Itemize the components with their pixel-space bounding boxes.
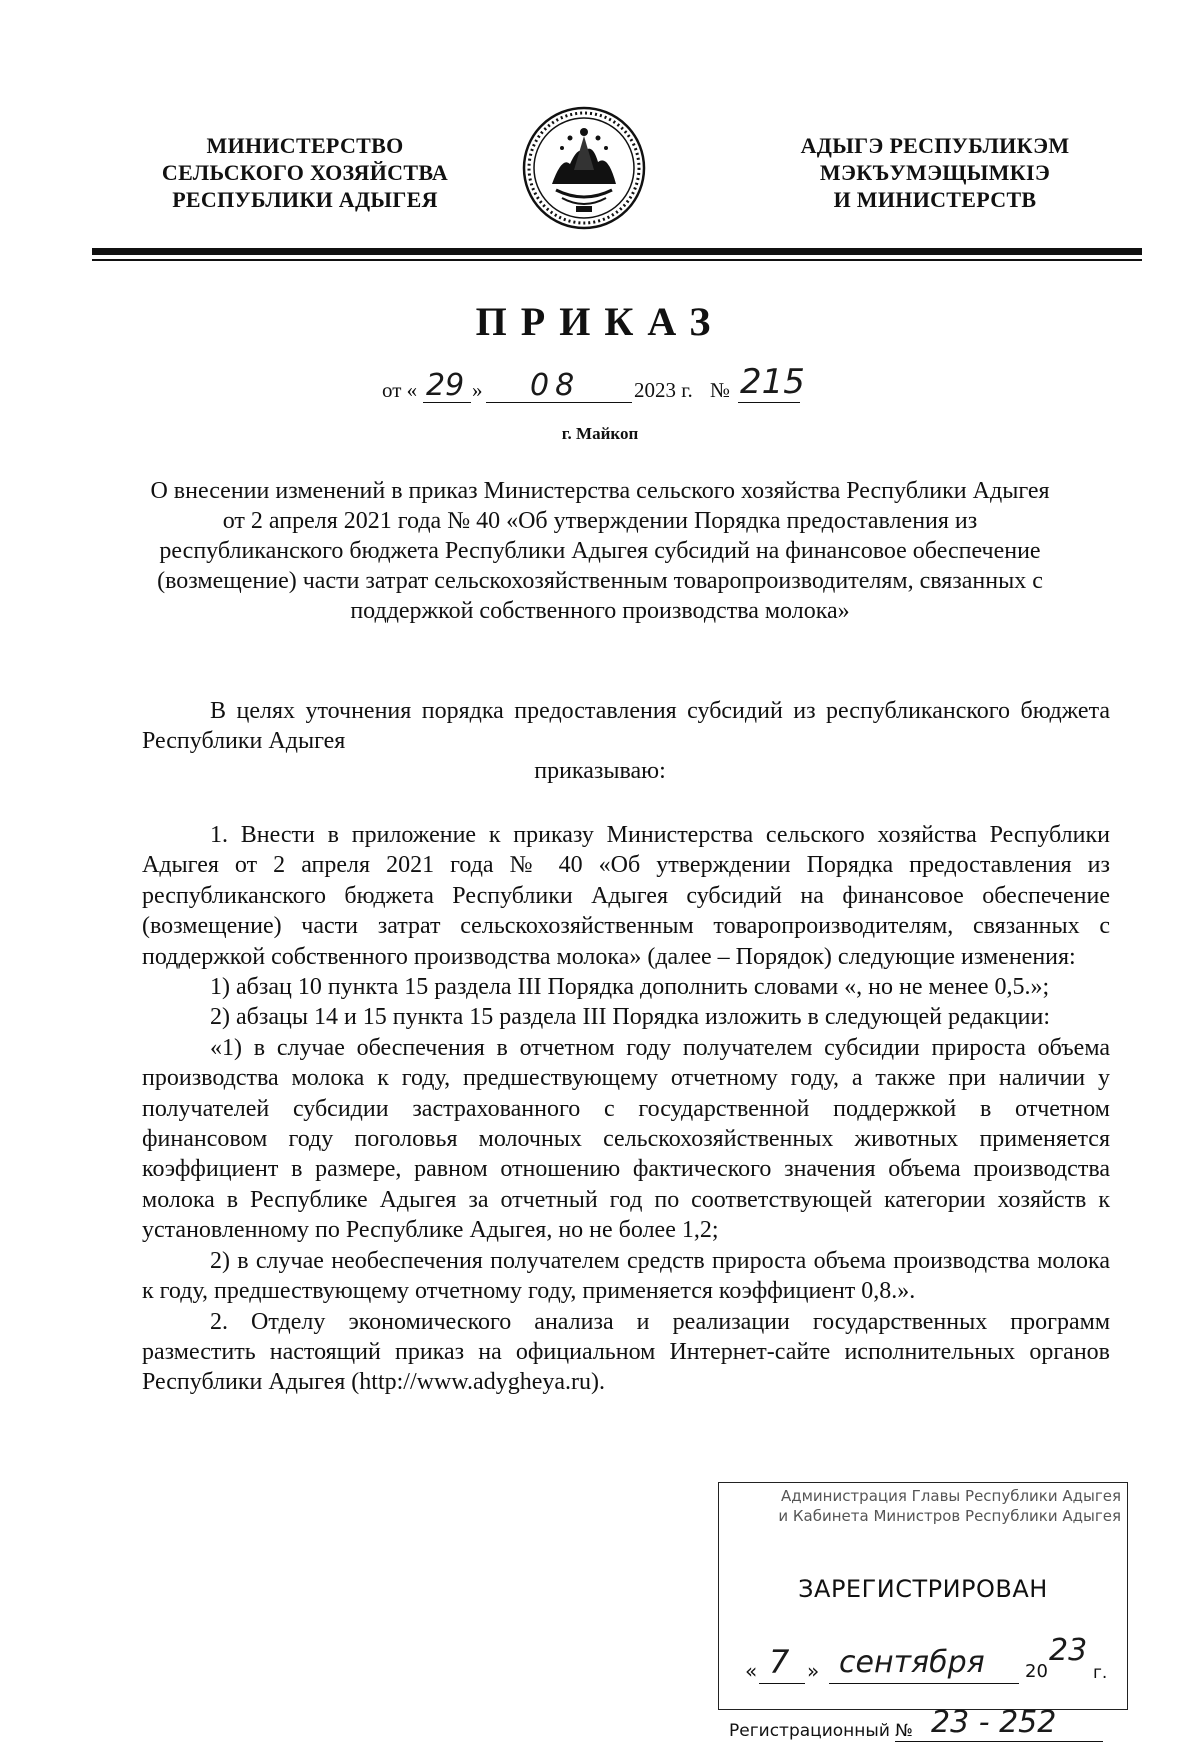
city-name: г. Майкоп bbox=[561, 424, 639, 443]
header-right-line: МЭКЪУМЭЩЫМКIЭ bbox=[819, 160, 1051, 185]
stamp-handwritten-month: сентября bbox=[839, 1645, 985, 1680]
stamp-handwritten-reg-number: 23 - 252 bbox=[931, 1705, 1057, 1740]
stamp-close-quote: » bbox=[807, 1659, 820, 1683]
header-left-line: РЕСПУБЛИКИ АДЫГЕЯ bbox=[172, 187, 438, 212]
ministry-name-adyghe bbox=[770, 132, 1100, 213]
header-left-line: СЕЛЬСКОГО ХОЗЯЙСТВА bbox=[161, 160, 449, 185]
order-item-1-sub-1: 1) абзац 10 пункта 15 раздела III Порядка дополнить словами «, но не менее 0,5.»; bbox=[210, 974, 1050, 1001]
order-word: приказываю: bbox=[534, 758, 666, 784]
preamble-text: В целях уточнения порядка предоставления субсидий из республиканского бюджета Республики Адыгея bbox=[142, 698, 1110, 755]
date-quote-close: » bbox=[472, 378, 483, 402]
handwritten-number: 215 bbox=[740, 362, 805, 402]
stamp-reg-number-label: Регистрационный № bbox=[729, 1721, 913, 1741]
date-prefix: от « bbox=[382, 378, 418, 402]
header-left-line: МИНИСТЕРСТВО bbox=[206, 133, 404, 158]
stamp-registered-label: ЗАРЕГИСТРИРОВАН bbox=[798, 1575, 1048, 1603]
ministry-name-russian bbox=[140, 132, 470, 213]
adygea-coat-of-arms-emblem bbox=[522, 106, 646, 230]
preamble-paragraph bbox=[142, 696, 1110, 757]
header-right-line: АДЫГЭ РЕСПУБЛИКЭМ bbox=[800, 133, 1070, 158]
header-right-line: И МИНИСТЕРСТВ bbox=[833, 187, 1037, 212]
date-number-line bbox=[382, 362, 902, 412]
stamp-open-quote: « bbox=[745, 1659, 758, 1683]
stamp-org-line-1: Администрация Главы Республики Адыгея bbox=[780, 1487, 1121, 1505]
order-subject: О внесении изменений в приказ Министерства сельского хозяйства Республики Адыгея от 2 апреля 2021 года № 40 «Об утверждении Порядка предоставления из республиканского бюджета Республики Адыгея субсидий на финансовое обеспечение (возмещение) части затрат сельскохозяйственным товаропроизводителям, связанных с поддержкой собственного производства молока» bbox=[150, 478, 1050, 624]
stamp-year-prefix: 20 bbox=[1025, 1661, 1048, 1682]
number-label: № bbox=[710, 378, 731, 402]
header-divider-thick bbox=[92, 248, 1142, 255]
new-wording-para-1: «1) в случае обеспечения в отчетном году получателем субсидии прироста объема производства молока к году, предшествующему отчетному году, а также при наличии у получателей субсидии застрахованного с государственной поддержкой в отчетном финансовом году поголовья молочных сельскохозяйственных животных применяется коэффициент в размере, равном отношению фактического значения объема производства молока в Республике Адыгея за отчетный год по соответствующей категории хозяйств к установленному по Республике Адыгея, но не более 1,2; bbox=[142, 1034, 1110, 1244]
order-item-2: 2. Отделу экономического анализа и реализации государственных программ разместить настоящий приказ на официальном Интернет-сайте исполнительных органов Республики Адыгея (http://www.adygheya.ru). bbox=[142, 1308, 1110, 1396]
stamp-day-underline bbox=[759, 1683, 805, 1684]
header-divider-thin bbox=[92, 259, 1142, 261]
date-year: 2023 г. bbox=[634, 378, 693, 402]
stamp-handwritten-day: 7 bbox=[769, 1643, 790, 1681]
handwritten-month: 08 bbox=[530, 368, 581, 403]
registration-stamp bbox=[718, 1482, 1128, 1741]
document-title: ПРИКАЗ bbox=[475, 299, 725, 344]
order-items bbox=[142, 820, 1110, 1398]
order-item-1: 1. Внести в приложение к приказу Министерства сельского хозяйства Республики Адыгея от 2 апреля 2021 года № 40 «Об утверждении Порядка предоставления из республиканского бюджета Республики Адыгея субсидий на финансовое обеспечение (возмещение) части затрат сельскохозяйственным товаропроизводителям, связанных с поддержкой собственного производства молока» (далее – Порядок) следующие изменения: bbox=[142, 822, 1110, 970]
handwritten-day: 29 bbox=[426, 368, 465, 403]
order-item-1-sub-2: 2) абзацы 14 и 15 пункта 15 раздела III Порядка изложить в следующей редакции: bbox=[210, 1004, 1050, 1031]
stamp-handwritten-year: 23 bbox=[1049, 1633, 1088, 1668]
stamp-month-underline bbox=[829, 1683, 1019, 1684]
new-wording-para-2: 2) в случае необеспечения получателем средств прироста объема производства молока к году, предшествующему отчетному году, применяется коэффициент 0,8.». bbox=[142, 1247, 1110, 1305]
stamp-year-g: г. bbox=[1093, 1663, 1108, 1683]
number-underline bbox=[738, 402, 800, 403]
stamp-org-line-2: и Кабинета Министров Республики Адыгея bbox=[778, 1507, 1121, 1525]
